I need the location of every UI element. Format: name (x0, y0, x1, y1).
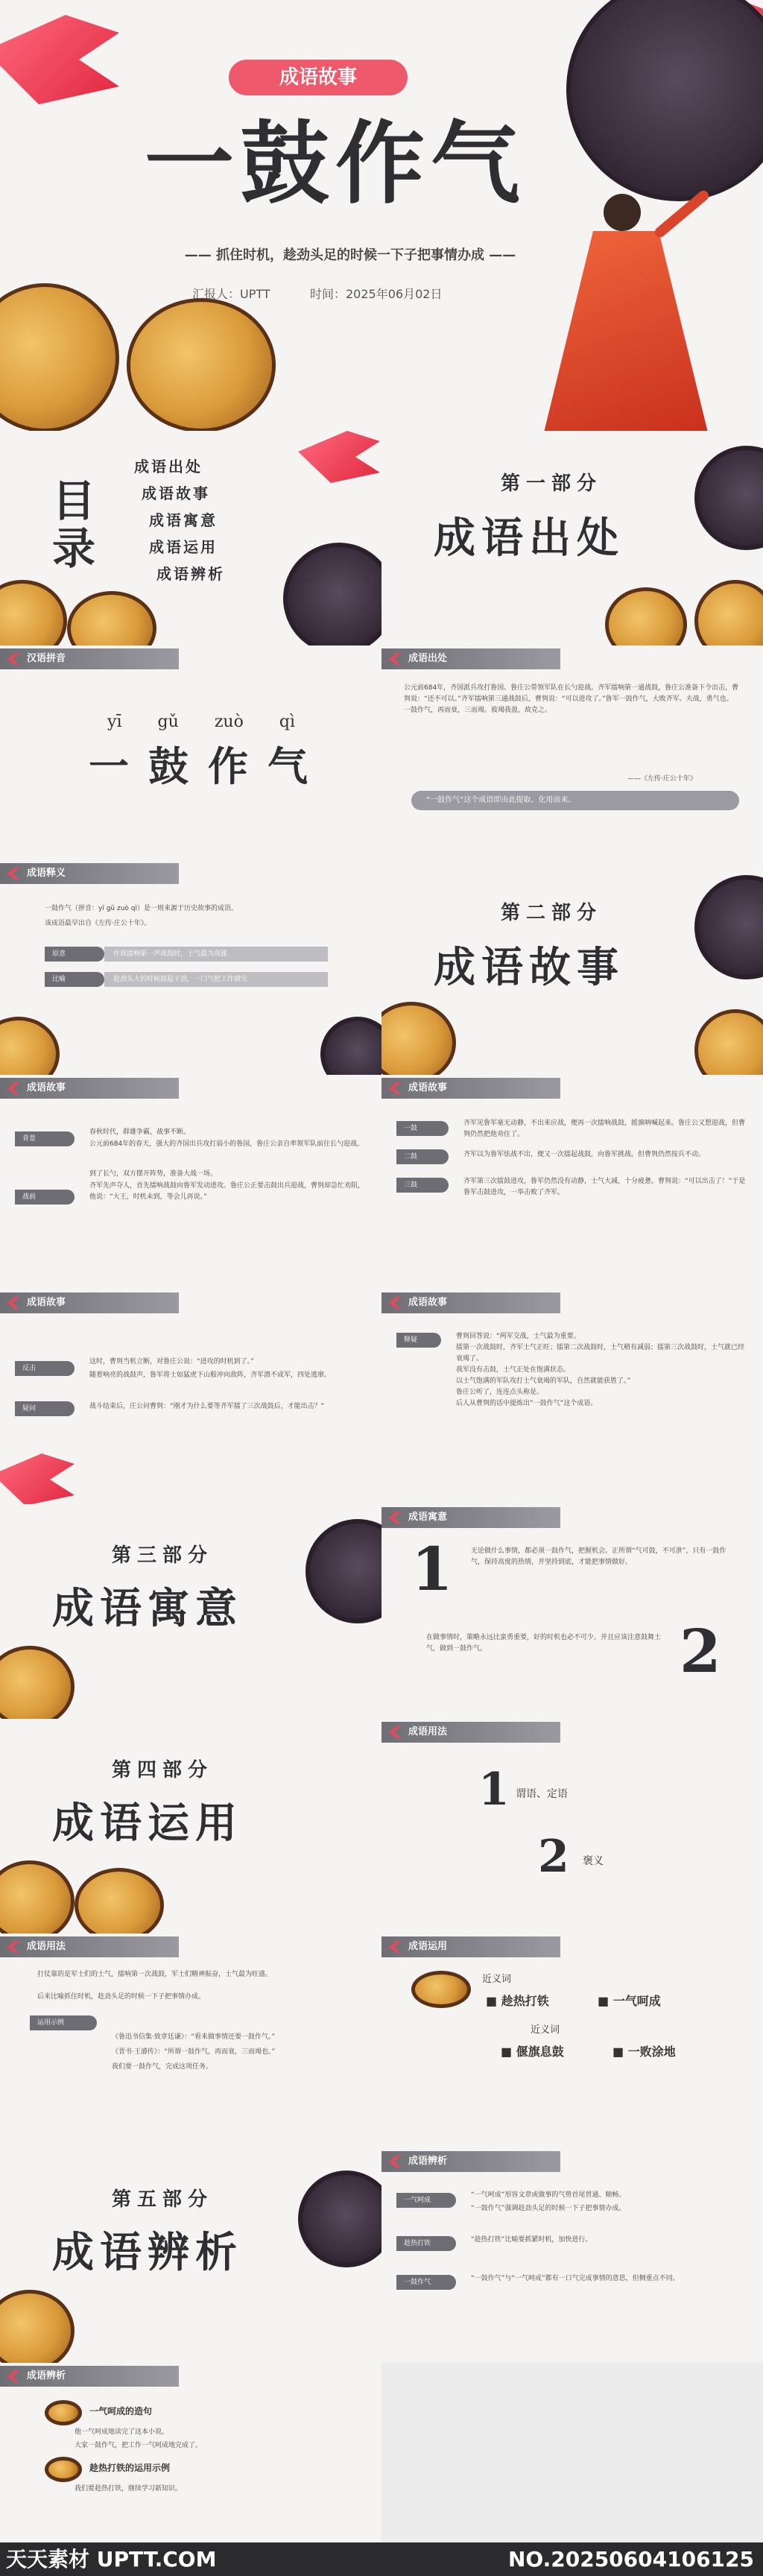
slide-header: 汉语拼音 (0, 648, 179, 669)
toc-slide[interactable] (0, 431, 382, 645)
toc-list (127, 453, 291, 587)
explain-list (456, 1331, 747, 1409)
source-summary: “一鼓作气”这个成语即由此提取、化用而来。 (411, 791, 739, 810)
story-item: 战斗结束后，庄公问曹刿：“刚才为什么要等齐军擂了三次战鼓后，才能出击？” (89, 1403, 325, 1410)
part3-slide[interactable] (0, 1504, 382, 1719)
analysis-text: “一鼓作气”与“一气呵成”都有一口气完成事情的意思，但侧重点不同。 (471, 2275, 680, 2282)
slide-header: 成语用法 (382, 1722, 560, 1743)
drum-illustration (605, 587, 687, 645)
example-item: 《鲁迅书信集·致章廷谦》：“看来做事情还要一鼓作气。” (112, 2033, 276, 2041)
definition-bullet: 该成语最早出自《左传·庄公十年》。 (45, 920, 151, 927)
red-flag-decoration (298, 431, 380, 483)
usage-slide[interactable] (382, 1719, 763, 1933)
explain-item: 后人从曹刿的话中提炼出“一鼓作气”这个成语。 (456, 1400, 598, 1407)
analysis-label: 一气呵成 (396, 2193, 456, 2208)
part2-slide[interactable] (382, 860, 763, 1075)
story-label: 战前 (15, 1190, 75, 1205)
explain-label: 释疑 (396, 1333, 441, 1348)
idiom-chars: 一 鼓 作 气 (89, 742, 314, 790)
meaning-text: 无论做什么事情，都必须一鼓作气，把握机会。正所谓“气可鼓，不可泄”，只有一鼓作气，保持高度的热情，并坚持到底，才能把事情做好。 (471, 1547, 726, 1566)
analysis-subtitle: 趁热打铁的运用示例 (89, 2463, 171, 2473)
synonym-slide[interactable] (382, 1933, 763, 2148)
explain-item: 曹刿回答说：“两军交战，士气最为重要。 (456, 1333, 580, 1340)
drum-illustration (411, 1971, 471, 2008)
story-item: 随着响亮的战鼓声，鲁军将士如猛虎下山般冲向敌阵，齐军溃不成军，四处逃窜。 (89, 1371, 332, 1379)
drum-illustration (694, 580, 763, 645)
usage-text: 谓语、定语 (516, 1788, 568, 1800)
slide-header: 成语故事 (0, 1292, 179, 1313)
drum-illustration (75, 1868, 164, 1933)
pinyin-slide[interactable] (0, 645, 382, 860)
drum-illustration (0, 1646, 75, 1719)
meaning-text: 在做事情时，策略永远比蛮勇重要，好的时机也必不可少，并且应该注意鼓舞士气，做到一鼓作气。 (426, 1634, 662, 1652)
usage-number: 1 (478, 1764, 516, 1816)
toc-item[interactable]: 成语辨析 (156, 565, 225, 583)
story-label: 反击 (15, 1361, 75, 1376)
synonym-label: 近义词 (482, 1974, 512, 1985)
usage-number: 2 (538, 1831, 575, 1883)
toc-title: 目录 (52, 476, 102, 574)
drum-illustration (320, 1017, 382, 1075)
story-label: 疑问 (15, 1401, 75, 1416)
story-slide-3[interactable] (0, 1289, 382, 1504)
drum-illustration (694, 875, 763, 979)
analysis-label: 一鼓作气 (396, 2275, 456, 2290)
story-label: 一鼓 (396, 1121, 449, 1136)
analysis-slide[interactable] (382, 2148, 763, 2363)
drum-illustration (382, 1002, 456, 1075)
slide-header: 成语运用 (382, 1936, 560, 1957)
usage-bullet: 后来比喻抓住时机，趁劲头足的时候一下子把事情办成。 (37, 1993, 206, 2001)
warrior-illustration (514, 186, 738, 431)
toc-item[interactable]: 成语故事 (142, 484, 210, 502)
pinyin-row: yī gǔ zuò qì (107, 713, 295, 731)
part-label: 第三部分 (112, 1544, 214, 1567)
source-slide[interactable] (382, 645, 763, 860)
analysis-label: 趁热打铁 (396, 2236, 456, 2251)
definition-slide[interactable] (0, 860, 382, 1075)
part-label: 第一部分 (501, 473, 603, 495)
story-slide-1[interactable] (0, 1075, 382, 1289)
slide-header: 成语故事 (0, 1078, 179, 1099)
slide-header: 成语寓意 (382, 1507, 560, 1528)
definition-bullet: 一鼓作气（拼音：yī gǔ zuò qì）是一则来源于历史故事的成语。 (45, 905, 238, 912)
synonym-item: ■ 趁热打铁 (486, 1994, 549, 2008)
analysis-detail-slide[interactable] (0, 2363, 382, 2542)
definition-label: 原意 (45, 947, 104, 962)
part-label: 第二部分 (501, 902, 603, 924)
analysis-subtitle: 一气呵成的造句 (89, 2406, 153, 2416)
red-flag-decoration (0, 1453, 75, 1504)
example-item: 《晋书·王濬传》：“所谓一鼓作气，再而衰，三而竭也。” (112, 2048, 276, 2056)
example-label: 运用示例 (30, 2015, 97, 2030)
usage-detail-slide[interactable] (0, 1933, 382, 2148)
drum-illustration (298, 2171, 382, 2267)
drum-illustration (0, 580, 67, 645)
story-label: 三鼓 (396, 1178, 449, 1193)
drum-illustration (694, 1009, 763, 1075)
explain-item: 擂第一次战鼓时，齐军士气正旺；擂第二次战鼓时，士气稍有减弱；擂第三次战鼓时，士气就已经衰竭了。 (456, 1344, 745, 1363)
part1-slide[interactable] (382, 431, 763, 645)
source-text: 公元前684年，齐国派兵攻打鲁国。鲁庄公带领军队在长勺迎战。齐军擂响第一通战鼓，鲁庄公准备下令出击，曹刿说：“还不可以。”齐军擂响第三通战鼓后，曹刿说：“可以进攻了。”鲁军一鼓作气，大败齐军。夫战，勇气也。一鼓作气，再而衰，三而竭。彼竭我盈，故克之。 (404, 684, 739, 714)
date: 时间：2025年06月02日 (310, 287, 443, 301)
toc-item[interactable]: 成语运用 (149, 538, 218, 556)
slide-header: 成语用法 (0, 1936, 179, 1957)
definition-label: 比喻 (45, 972, 104, 987)
drum-illustration (67, 591, 156, 645)
analysis-item: 他一气呵成地读完了这本小说。 (75, 2428, 169, 2436)
synonym-item: ■ 一气呵成 (598, 1994, 661, 2008)
drum-illustration (0, 283, 119, 431)
part-title: 成语寓意 (52, 1584, 243, 1633)
footer-bar (0, 2542, 763, 2576)
story-item: 齐军先声夺人，首先擂响战鼓向鲁军发动进攻。鲁庄公正要击鼓出兵迎战，曹刿却急忙劝阻，他说：“大王，时机未到，等会儿再说。” (89, 1182, 365, 1201)
footer-number: NO.20250604106125 (507, 2547, 754, 2572)
analysis-text: “一鼓作气”强调趁劲头足的时候一下子把事情办成。 (471, 2205, 626, 2212)
part-title: 成语运用 (52, 1799, 243, 1848)
story-label: 背景 (15, 1131, 75, 1146)
meaning-number: 1 (411, 1534, 459, 1604)
analysis-item: 我们要趁热打铁，继续学习新知识。 (75, 2485, 183, 2493)
antonym-item: ■ 偃旗息鼓 (501, 2045, 564, 2059)
analysis-text: “一气呵成”形容文章或做事的气势首尾贯通、顺畅。 (471, 2191, 626, 2199)
slide-header: 成语出处 (382, 648, 560, 669)
part-title: 成语出处 (434, 514, 624, 563)
drum-illustration (127, 298, 276, 431)
drum-illustration (0, 1017, 60, 1075)
title-slide[interactable] (0, 0, 763, 431)
story-item: 公元前684年的春天，强大的齐国出兵攻打弱小的鲁国，鲁庄公亲自率领军队前往长勺迎战。 (89, 1140, 364, 1148)
drum-illustration (45, 2457, 82, 2482)
main-title: 一鼓作气 (145, 111, 526, 216)
toc-item[interactable]: 成语寓意 (149, 511, 218, 529)
story-item: 春秋时代，群雄争霸，战事不断。 (89, 1128, 191, 1136)
explain-item: 我军没有击鼓，士气正处在饱满状态。 (456, 1366, 571, 1374)
antonym-label: 近义词 (531, 2024, 560, 2036)
meaning-slide[interactable] (382, 1504, 763, 1719)
part-title: 成语故事 (434, 943, 624, 992)
explain-item: 以士气饱满的军队攻打士气衰竭的军队，自然就能获胜了。” (456, 1377, 631, 1385)
drum-illustration (0, 1860, 75, 1933)
subtitle: —— 抓住时机，趁劲头足的时候一下子把事情办成 —— (184, 247, 516, 263)
story-text: 齐军第三次擂鼓进攻，鲁军仍然没有动静，士气大减，十分疲惫。曹刿说：“可以出击了！”于是鲁军击鼓进攻，一举击败了齐军。 (463, 1178, 746, 1196)
story-text: 齐军见鲁军毫无动静，不出来应战，便再一次擂响战鼓，摇旗呐喊起来。鲁庄公又想迎战，但曹刿仍然把他劝住了。 (463, 1120, 746, 1138)
story-text: 齐军以为鲁军怯战不出，便又一次擂起战鼓，向鲁军挑战。但曹刿仍然按兵不动。 (463, 1151, 706, 1158)
explain-item: 鲁庄公听了，连连点头称是。 (456, 1389, 544, 1396)
drum-illustration (283, 543, 382, 645)
drum-illustration (305, 1519, 382, 1623)
part-title: 成语辨析 (52, 2228, 243, 2277)
part-label: 第四部分 (112, 1759, 214, 1781)
drum-illustration (694, 446, 763, 550)
drum-illustration (45, 2400, 82, 2425)
footer-brand: 天天素材 UPTT.COM (6, 2547, 217, 2572)
reporter: 汇报人：UPTT (192, 287, 270, 301)
definition-text: 趁劲头大的时候鼓起干劲，一口气把工作做完 (104, 972, 328, 987)
explain-slide[interactable] (382, 1289, 763, 1504)
definition-text: 作战擂响第一声战鼓时，士气最为高涨 (104, 947, 328, 962)
story-label: 二鼓 (396, 1149, 449, 1164)
part4-slide[interactable] (0, 1719, 382, 1933)
usage-text: 褒义 (583, 1855, 604, 1867)
story-item: 到了长勺，双方摆开阵势，准备大战一场。 (89, 1170, 218, 1178)
example-item: 我们要一鼓作气，完成这项任务。 (112, 2063, 213, 2071)
story-item: 这时，曹刿当机立断，对鲁庄公说：“进攻的时机到了。” (89, 1358, 254, 1366)
part5-slide[interactable] (0, 2148, 382, 2363)
part-label: 第五部分 (112, 2188, 214, 2211)
slide-header: 成语释义 (0, 863, 179, 884)
title-badge: 成语故事 (229, 60, 408, 95)
source-quote-ref: ——《左传·庄公十年》 (627, 775, 697, 783)
usage-bullet: 打仗靠的是军士们的士气，擂响第一次战鼓，军士们精神振奋，士气最为旺盛。 (37, 1971, 273, 1978)
meaning-number: 2 (680, 1616, 727, 1686)
antonym-item: ■ 一败涂地 (612, 2045, 676, 2059)
red-flag-decoration (0, 15, 119, 104)
slide-header: 成语辨析 (382, 2151, 560, 2172)
slide-header: 成语故事 (382, 1078, 560, 1099)
story-slide-2[interactable] (382, 1075, 763, 1289)
analysis-item: 大家一鼓作气，把工作一气呵成地完成了。 (75, 2442, 203, 2449)
toc-item[interactable]: 成语出处 (134, 458, 203, 476)
slide-header: 成语辨析 (0, 2366, 179, 2387)
analysis-text: “趁热打铁”比喻要抓紧时机，加快进行。 (471, 2236, 592, 2244)
drum-illustration (0, 2290, 75, 2363)
slide-header: 成语故事 (382, 1292, 560, 1313)
drum-illustration (566, 0, 763, 201)
